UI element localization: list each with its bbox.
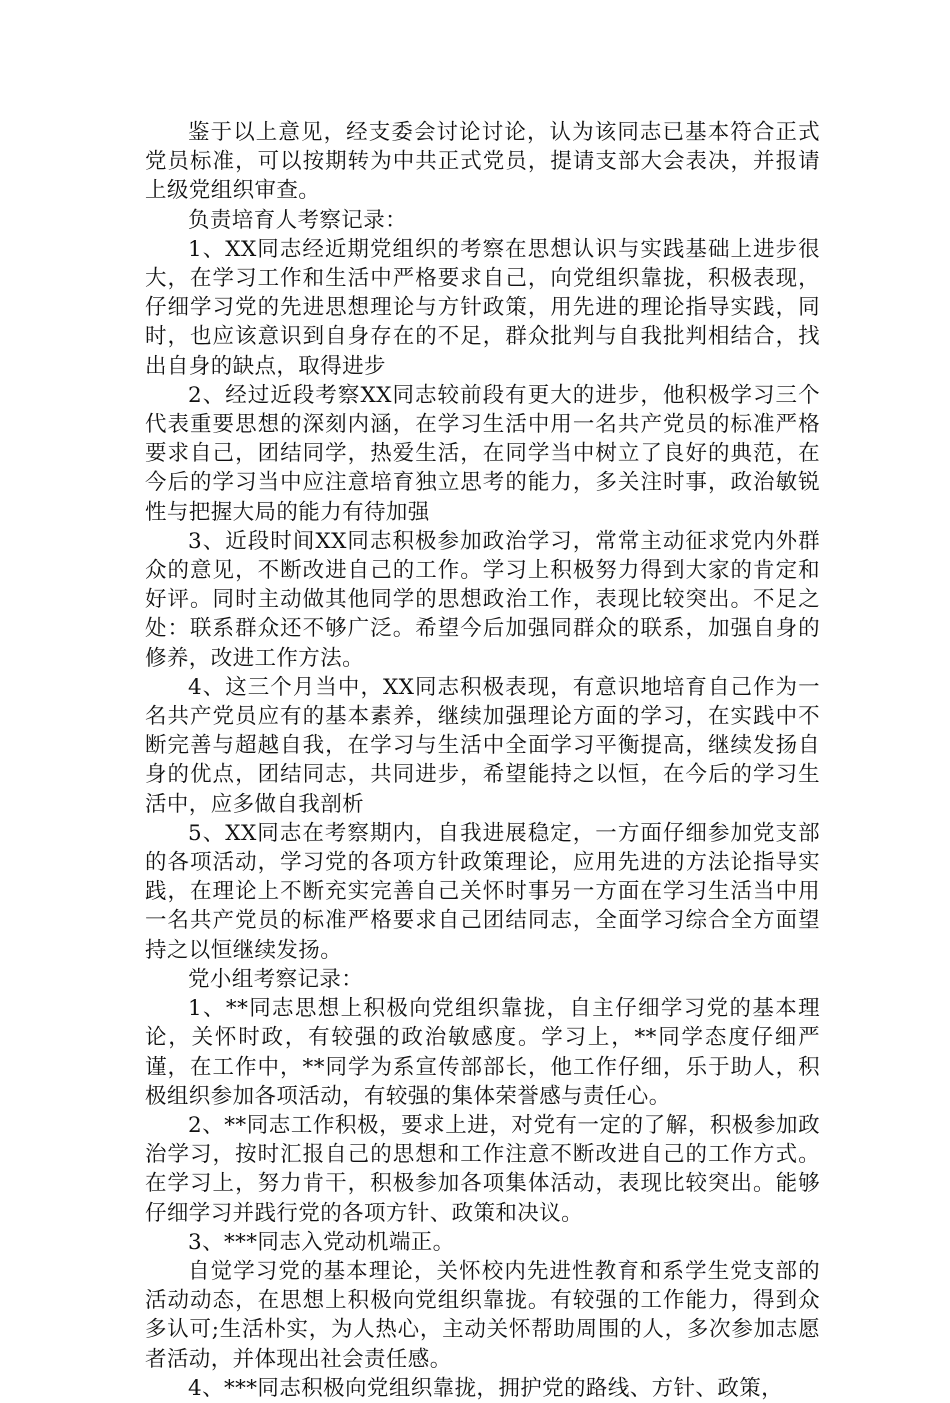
heading-group-record: 党小组考察记录： [188, 966, 364, 992]
paragraph-mentor-4: 4、这三个月当中，XX同志积极表现，有意识地培育自己作为一名共产党员应有的基本素养，继续加强理论方面的学习，在实践中不断完善与超越自我，在学习与生活中全面学习平衡提高，继续发扬自身的优点，团结同志，共同进步，希望能持之以恒，在今后的学习生活中，应多做自我剖析 [145, 674, 820, 817]
paragraph-mentor-3: 3、近段时间XX同志积极参加政治学习，常常主动征求党内外群众的意见，不断改进自己的工作。学习上积极努力得到大家的肯定和好评。同时主动做其他同学的思想政治工作，表现比较突出。不足之处：联系群众还不够广泛。希望今后加强同群众的联系，加强自身的修养，改进工作方法。 [145, 528, 820, 671]
paragraph-group-3: 3、***同志入党动机端正。 [188, 1229, 455, 1255]
paragraph-branch-conclusion: 鉴于以上意见，经支委会讨论讨论，认为该同志已基本符合正式党员标准，可以按期转为中共正式党员，提请支部大会表决，并报请上级党组织审查。 [145, 120, 820, 204]
paragraph-mentor-5: 5、XX同志在考察期内，自我进展稳定，一方面仔细参加党支部的各项活动，学习党的各项方针政策理论，应用先进的方法论指导实践，在理论上不断充实完善自己关怀时事另一方面在学习生活当中用一名共产党员的标准严格要求自己团结同志，全面学习综合全方面望持之以恒继续发扬。 [145, 820, 820, 963]
paragraph-group-3-detail: 自觉学习党的基本理论，关怀校内先进性教育和系学生党支部的活动动态，在思想上积极向党组织靠拢。有较强的工作能力，得到众多认可;生活朴实，为人热心，主动关怀帮助周围的人，多次参加志愿者活动，并体现出社会责任感。 [145, 1258, 820, 1372]
paragraph-group-4: 4、***同志积极向党组织靠拢，拥护党的路线、方针、政策， [188, 1375, 784, 1401]
paragraph-mentor-1: 1、XX同志经近期党组织的考察在思想认识与实践基础上进步很大，在学习工作和生活中严格要求自己，向党组织靠拢，积极表现，仔细学习党的先进思想理论与方针政策，用先进的理论指导实践，同时，也应该意识到自身存在的不足，群众批判与自我批判相结合，找出自身的缺点，取得进步 [145, 236, 820, 379]
paragraph-group-2: 2、**同志工作积极，要求上进，对党有一定的了解，积极参加政治学习，按时汇报自己的思想和工作注意不断改进自己的工作方式。在学习上，努力肯干，积极参加各项集体活动，表现比较突出。能够仔细学习并践行党的各项方针、政策和决议。 [145, 1112, 820, 1226]
heading-mentor-record: 负责培育人考察记录： [188, 207, 408, 233]
paragraph-mentor-2: 2、经过近段考察XX同志较前段有更大的进步，他积极学习三个代表重要思想的深刻内涵，在学习生活中用一名共产党员的标准严格要求自己，团结同学，热爱生活，在同学当中树立了良好的典范，在今后的学习当中应注意培育独立思考的能力，多关注时事，政治敏锐性与把握大局的能力有待加强 [145, 382, 820, 525]
paragraph-group-1: 1、**同志思想上积极向党组织靠拢，自主仔细学习党的基本理论，关怀时政，有较强的政治敏感度。学习上，**同学态度仔细严谨，在工作中，**同学为系宣传部部长，他工作仔细，乐于助人，积极组织参加各项活动，有较强的集体荣誉感与责任心。 [145, 996, 820, 1109]
document-body [145, 118, 820, 1403]
